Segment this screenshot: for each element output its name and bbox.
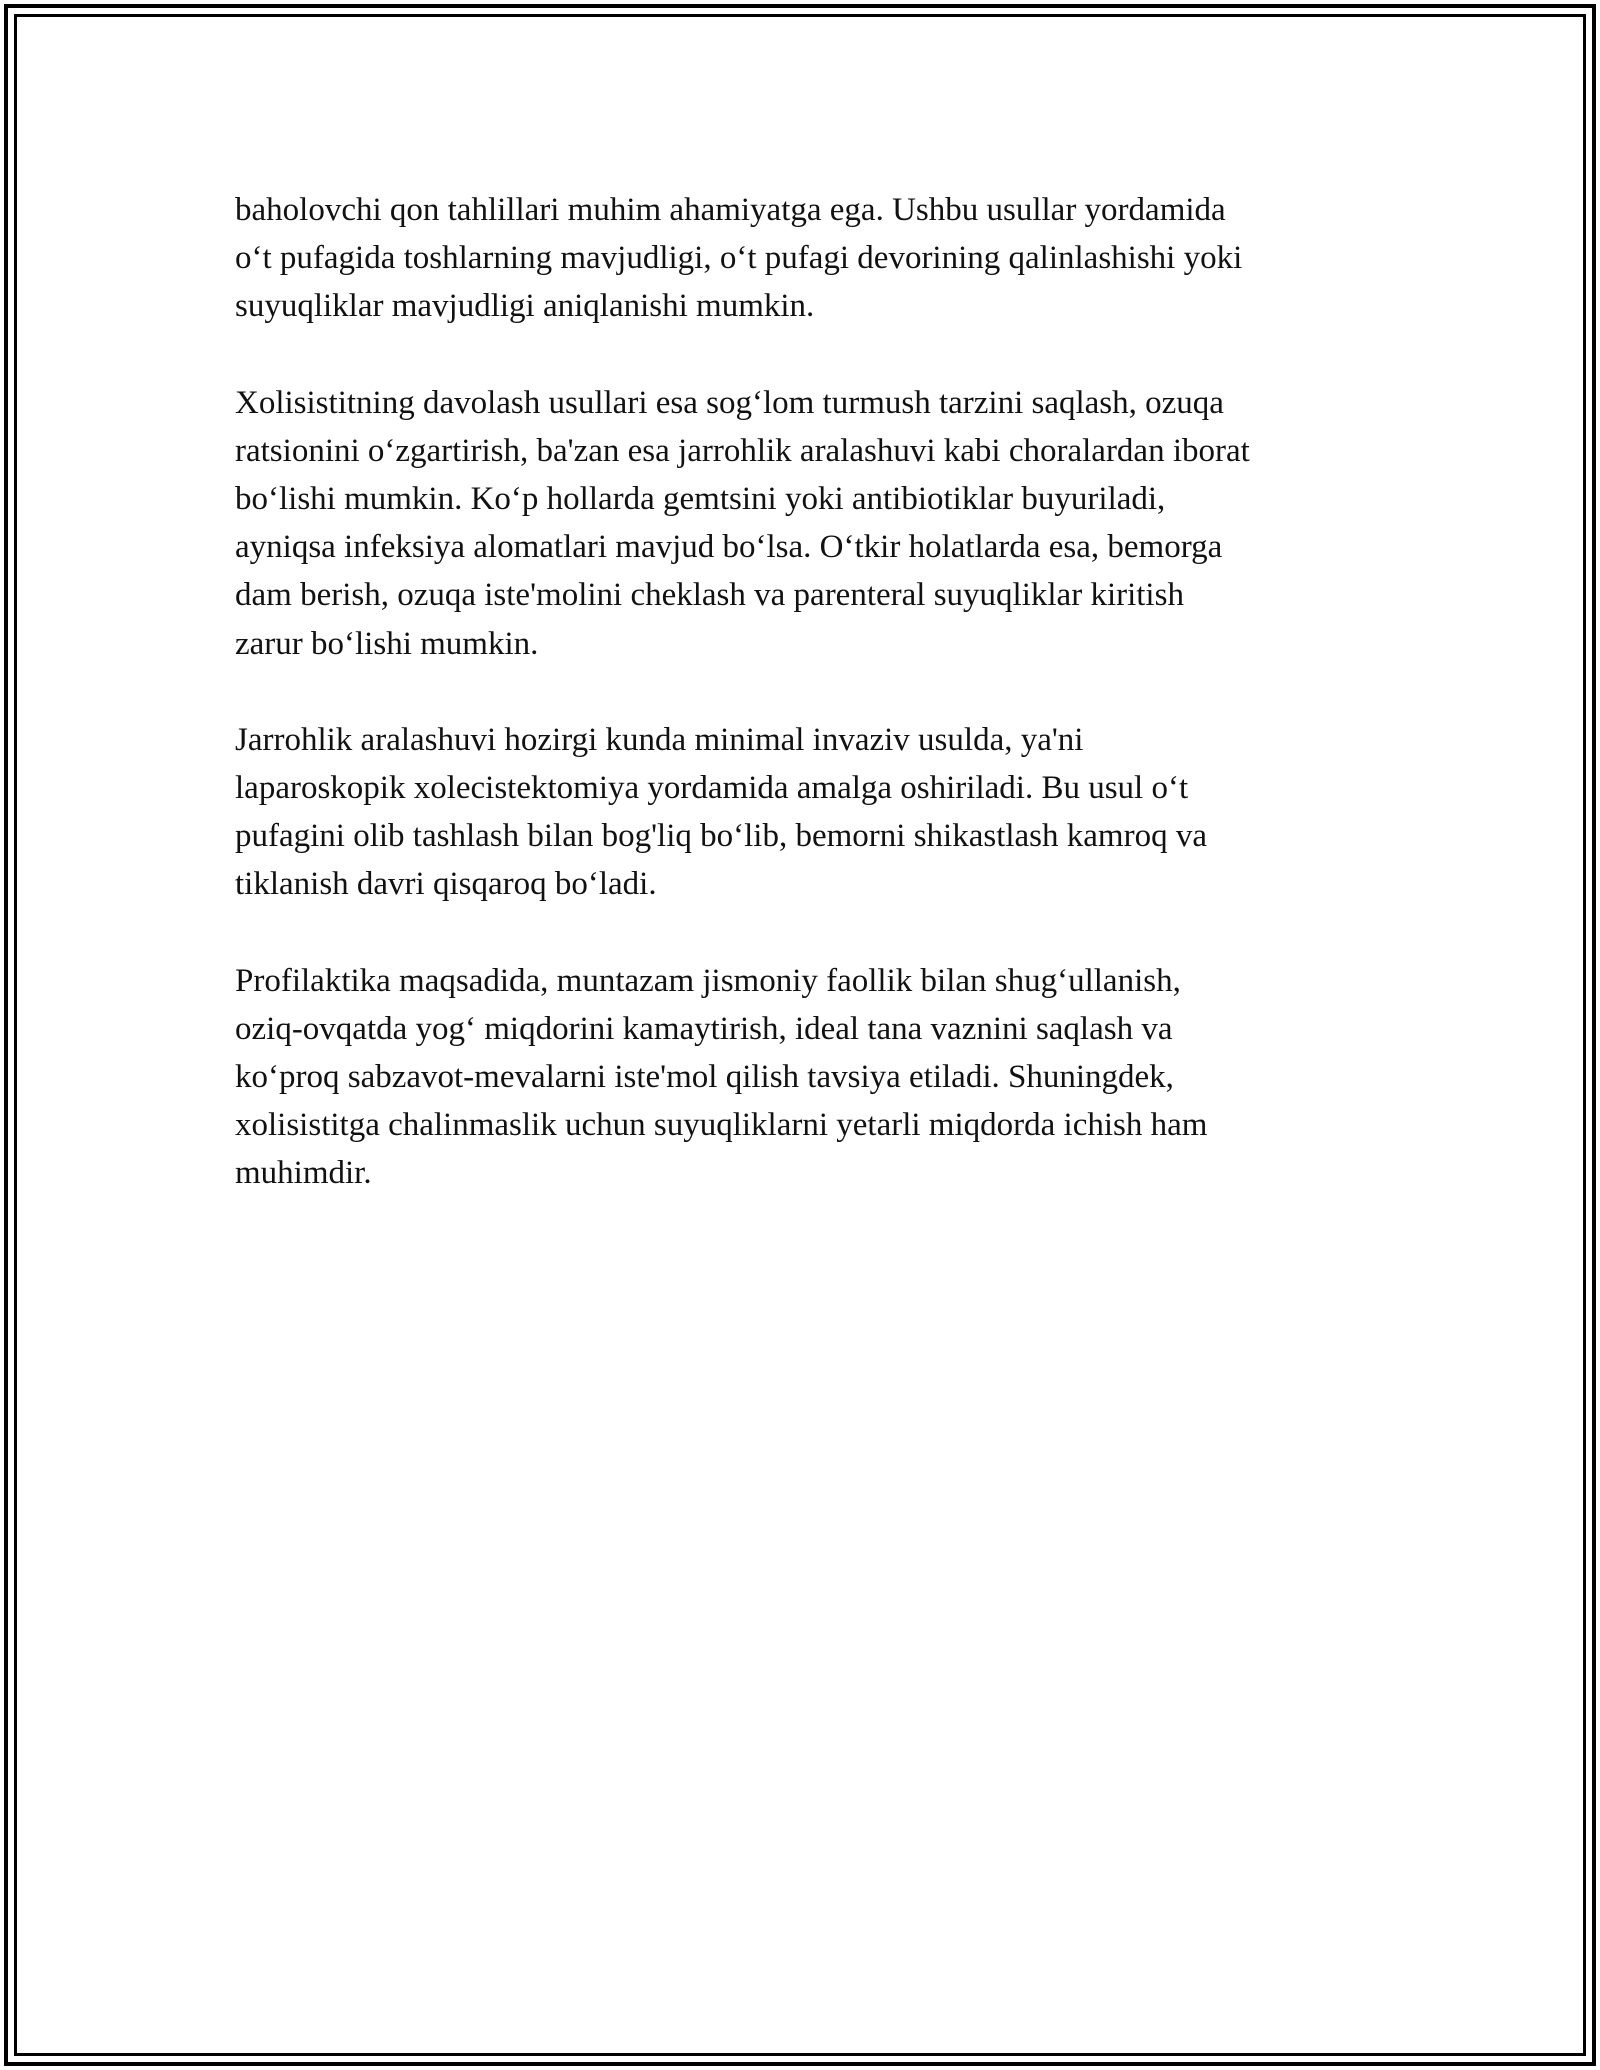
paragraph-surgery: Jarrohlik aralashuvi hozirgi kunda minimal invaziv usulda, ya'ni laparoskopik xolecistektomiya yordamida amalga oshiriladi. Bu usul o‘t pufagini olib tashlash bilan bog'liq bo‘lib, bemorni shikastlash kamroq va tiklanish davri qisqaroq bo‘ladi. <box>235 721 1207 903</box>
paragraph-treatment: Xolisistitning davolash usullari esa sog‘lom turmush tarzini saqlash, ozuqa ratsionini o‘zgartirish, ba'zan esa jarrohlik aralashuvi kabi choralardan iborat bo‘lishi mumkin. Ko‘p hollarda gemtsini yoki antibiotiklar buyuriladi, ayniqsa infeksiya alomatlari mavjud bo‘lsa. O‘tkir holatlarda esa, bemorga dam berish, ozuqa iste'molini cheklash va parenteral suyuqliklar kiritish zarur bo‘lishi mumkin. <box>235 384 1250 662</box>
paragraph-diagnostics: baholovchi qon tahlillari muhim ahamiyatga ega. Ushbu usullar yordamida o‘t pufagida toshlarning mavjudligi, o‘t pufagi devorining qalinlashishi yoki suyuqliklar mavjudligi aniqlanishi mumkin. <box>235 192 1243 325</box>
paragraph-prevention: Profilaktika maqsadida, muntazam jismoniy faollik bilan shug‘ullanish, oziq-ovqatda yog‘ miqdorini kamaytirish, ideal tana vaznini saqlash va ko‘proq sabzavot-mevalarni iste'mol qilish tavsiya etiladi. Shuningdek, xolisistitga chalinmaslik uchun suyuqliklarni yetarli miqdorda ichish ham muhimdir. <box>235 962 1208 1192</box>
document-body <box>235 186 1375 1246</box>
